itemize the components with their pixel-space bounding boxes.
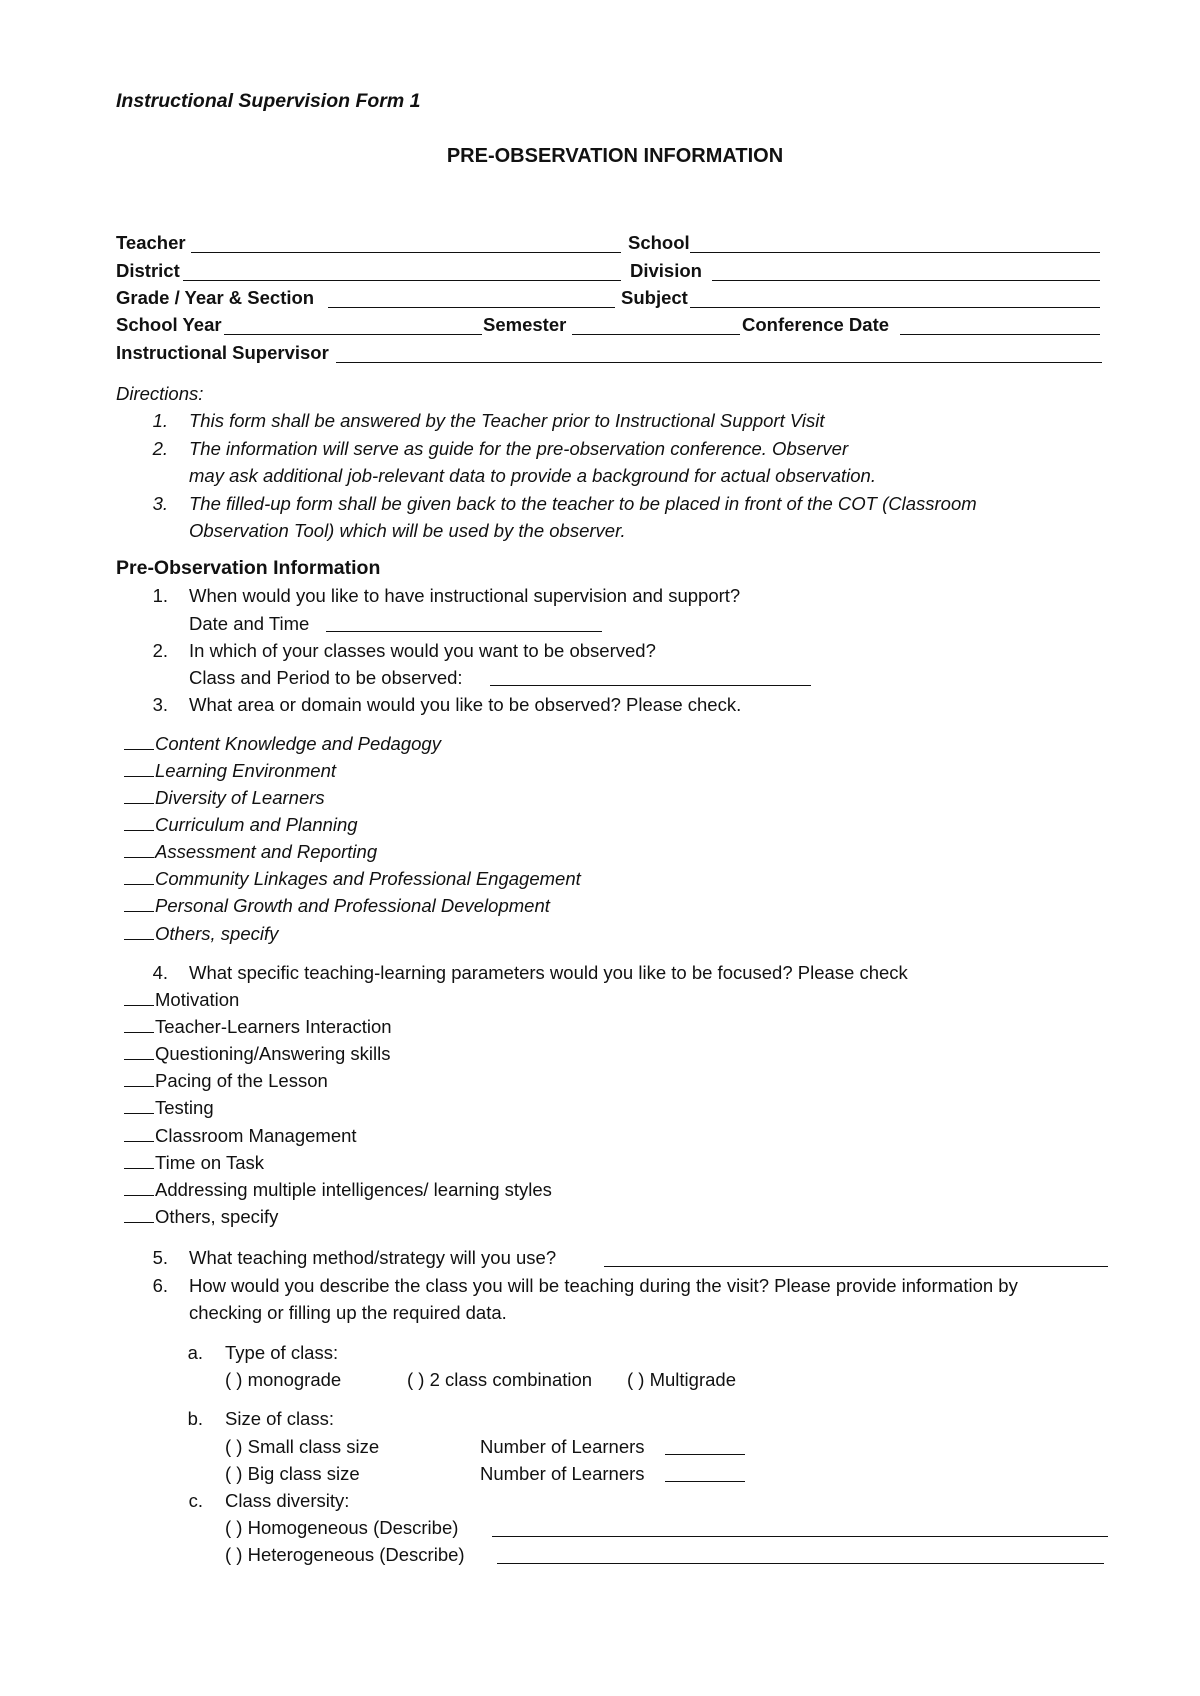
checklist-item[interactable]	[124, 789, 325, 808]
subject-label: Subject	[621, 287, 688, 308]
question-text: In which of your classes would you want to be observed?	[189, 640, 656, 661]
checklist-item[interactable]	[124, 1208, 278, 1227]
checkbox-blank[interactable]	[124, 776, 154, 777]
semester-label: Semester	[483, 314, 567, 335]
checklist-item-label: Personal Growth and Professional Development	[155, 895, 550, 916]
conference-date-field[interactable]	[900, 334, 1100, 335]
checklist-item-label: Time on Task	[155, 1152, 264, 1173]
checklist-item-label: Community Linkages and Professional Engagement	[155, 868, 581, 889]
checklist-item-label: Teacher-Learners Interaction	[155, 1016, 392, 1037]
teacher-field[interactable]	[191, 252, 621, 253]
checklist-item[interactable]	[124, 1127, 357, 1146]
checklist-item-label: Motivation	[155, 989, 240, 1010]
learner-count-label: Number of Learners	[480, 1436, 645, 1457]
question-sub-label: Class and Period to be observed:	[189, 667, 463, 688]
question-text: How would you describe the class you will be teaching during the visit? Please provide information by	[189, 1275, 1018, 1296]
checklist-item-label: Others, specify	[155, 923, 279, 944]
checkbox-blank[interactable]	[124, 939, 154, 940]
question-number: 2.	[152, 640, 168, 661]
checklist-item-label: Content Knowledge and Pedagogy	[155, 733, 441, 754]
question-number: 4.	[152, 962, 168, 983]
class-type-combination[interactable]: ( ) 2 class combination	[407, 1369, 593, 1390]
school-year-field[interactable]	[224, 334, 482, 335]
school-field[interactable]	[690, 252, 1100, 253]
section-heading: Pre-Observation Information	[116, 557, 381, 579]
district-field[interactable]	[183, 280, 621, 281]
teacher-label: Teacher	[116, 232, 186, 253]
question-text: What area or domain would you like to be observed? Please check.	[189, 694, 742, 715]
supervisor-field[interactable]	[336, 362, 1102, 363]
direction-text: This form shall be answered by the Teacher prior to Instructional Support Visit	[189, 410, 825, 431]
sub-label: Size of class:	[225, 1408, 334, 1429]
sub-label: Type of class:	[225, 1342, 339, 1363]
direction-number: 1.	[152, 410, 168, 431]
question-text: What specific teaching-learning parameters would you like to be focused? Please check	[189, 962, 908, 983]
class-size-small[interactable]: ( ) Small class size	[225, 1436, 380, 1457]
learner-count-field[interactable]	[665, 1481, 745, 1482]
class-size-big[interactable]: ( ) Big class size	[225, 1463, 360, 1484]
question-number: 5.	[152, 1247, 168, 1268]
checklist-item[interactable]	[124, 1099, 214, 1118]
checkbox-blank[interactable]	[124, 1222, 154, 1223]
district-label: District	[116, 260, 180, 281]
page-title: PRE-OBSERVATION INFORMATION	[446, 145, 784, 167]
checkbox-blank[interactable]	[124, 1195, 154, 1196]
question-number: 6.	[152, 1275, 168, 1296]
checklist-item-label: Assessment and Reporting	[155, 841, 378, 862]
checklist-item[interactable]	[124, 843, 377, 862]
date-time-field[interactable]	[326, 631, 602, 632]
checkbox-blank[interactable]	[124, 830, 154, 831]
question-text: When would you like to have instructional supervision and support?	[189, 585, 741, 606]
checklist-item[interactable]	[124, 816, 358, 835]
checklist-item-label: Learning Environment	[155, 760, 336, 781]
checklist-item-label: Classroom Management	[155, 1125, 357, 1146]
sub-letter: b.	[187, 1408, 203, 1429]
heterogeneous-description-field[interactable]	[497, 1563, 1104, 1564]
checkbox-blank[interactable]	[124, 1086, 154, 1087]
checklist-item-label: Diversity of Learners	[155, 787, 325, 808]
checklist-item[interactable]	[124, 870, 581, 889]
school-year-label: School Year	[116, 314, 222, 335]
question-text: checking or filling up the required data.	[189, 1302, 507, 1323]
division-field[interactable]	[712, 280, 1100, 281]
checklist-item-label: Testing	[155, 1097, 214, 1118]
homogeneous-description-field[interactable]	[492, 1536, 1108, 1537]
directions-label: Directions:	[116, 383, 204, 404]
checklist-item[interactable]	[124, 991, 239, 1010]
checkbox-blank[interactable]	[124, 911, 154, 912]
school-label: School	[628, 232, 690, 253]
teaching-method-field[interactable]	[604, 1266, 1108, 1267]
checkbox-blank[interactable]	[124, 857, 154, 858]
subject-field[interactable]	[690, 307, 1100, 308]
checklist-item[interactable]	[124, 1045, 390, 1064]
checkbox-blank[interactable]	[124, 1032, 154, 1033]
sub-letter: a.	[187, 1342, 203, 1363]
learner-count-field[interactable]	[665, 1454, 745, 1455]
checklist-item-label: Others, specify	[155, 1206, 279, 1227]
direction-number: 3.	[152, 493, 168, 514]
checklist-item-label: Addressing multiple intelligences/ learning styles	[155, 1179, 552, 1200]
checkbox-blank[interactable]	[124, 749, 154, 750]
checklist-item-label: Curriculum and Planning	[155, 814, 358, 835]
checklist-item-label: Pacing of the Lesson	[155, 1070, 328, 1091]
checklist-item[interactable]	[124, 925, 278, 944]
checklist-item[interactable]	[124, 735, 441, 754]
question-sub-label: Date and Time	[189, 613, 310, 634]
checkbox-blank[interactable]	[124, 1168, 154, 1169]
checkbox-blank[interactable]	[124, 1113, 154, 1114]
direction-text: The information will serve as guide for the pre-observation conference. Observer	[189, 438, 849, 459]
checklist-item[interactable]	[124, 1181, 552, 1200]
checkbox-blank[interactable]	[124, 1059, 154, 1060]
diversity-homogeneous[interactable]: ( ) Homogeneous (Describe)	[225, 1517, 459, 1538]
class-type-monograde[interactable]: ( ) monograde	[225, 1369, 342, 1390]
checkbox-blank[interactable]	[124, 1005, 154, 1006]
checklist-item-label: Questioning/Answering skills	[155, 1043, 391, 1064]
grade-section-field[interactable]	[328, 307, 615, 308]
sub-label: Class diversity:	[225, 1490, 350, 1511]
checklist-item[interactable]	[124, 897, 550, 916]
learner-count-label: Number of Learners	[480, 1463, 645, 1484]
direction-text: may ask additional job-relevant data to provide a background for actual observation.	[189, 465, 876, 486]
grade-section-label: Grade / Year & Section	[116, 287, 315, 308]
supervisor-label: Instructional Supervisor	[116, 342, 329, 363]
class-type-multigrade[interactable]: ( ) Multigrade	[627, 1369, 736, 1390]
question-number: 3.	[152, 694, 168, 715]
diversity-heterogeneous[interactable]: ( ) Heterogeneous (Describe)	[225, 1544, 465, 1565]
form-label: Instructional Supervision Form 1	[116, 90, 421, 112]
direction-number: 2.	[152, 438, 168, 459]
class-period-field[interactable]	[490, 685, 811, 686]
checklist-item[interactable]	[124, 762, 336, 781]
semester-field[interactable]	[572, 334, 740, 335]
checklist-item[interactable]	[124, 1072, 328, 1091]
direction-text: Observation Tool) which will be used by the observer.	[189, 520, 626, 541]
checklist-item[interactable]	[124, 1018, 392, 1037]
checklist-item[interactable]	[124, 1154, 264, 1173]
checkbox-blank[interactable]	[124, 803, 154, 804]
division-label: Division	[630, 260, 702, 281]
checkbox-blank[interactable]	[124, 884, 154, 885]
question-text: What teaching method/strategy will you use?	[189, 1247, 557, 1268]
sub-letter: c.	[188, 1490, 203, 1511]
direction-text: The filled-up form shall be given back to the teacher to be placed in front of the COT (Classroom	[189, 493, 977, 514]
question-number: 1.	[152, 585, 168, 606]
conference-date-label: Conference Date	[742, 314, 890, 335]
checkbox-blank[interactable]	[124, 1141, 154, 1142]
